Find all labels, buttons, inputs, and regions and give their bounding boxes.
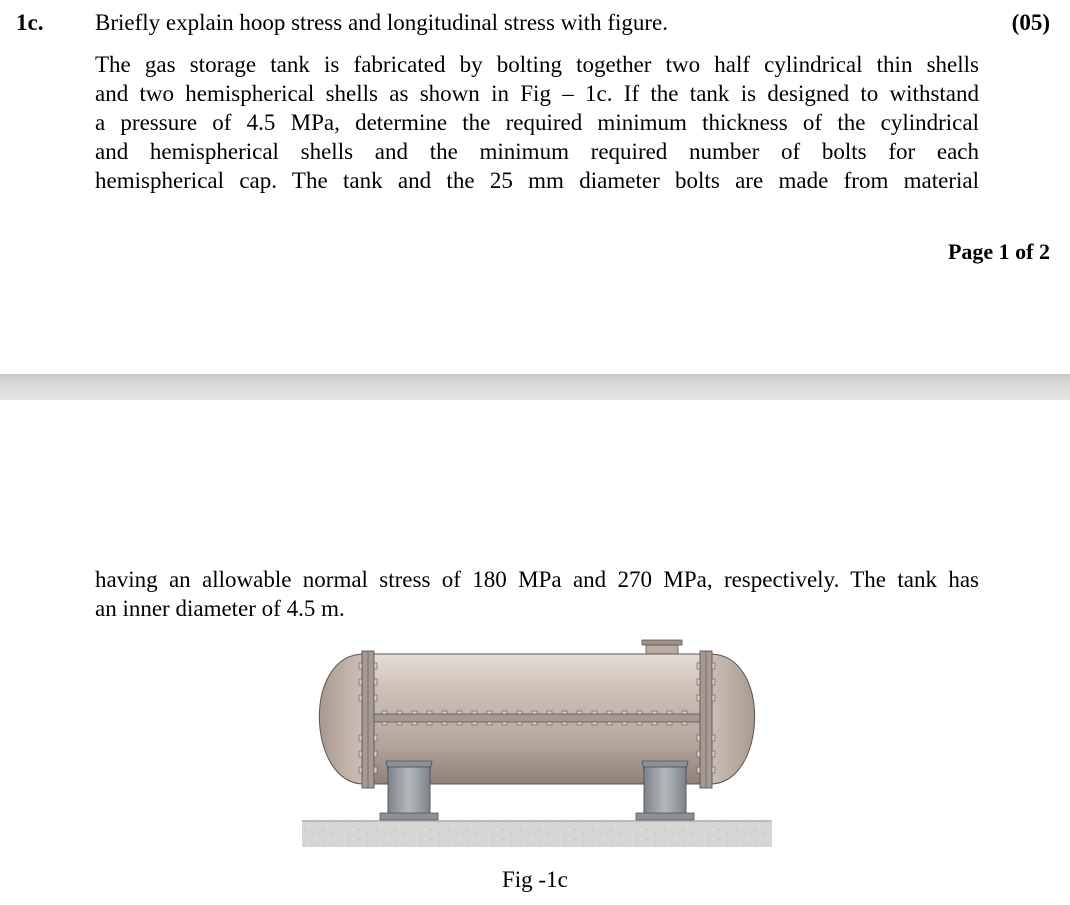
- right-hemispherical-cap: [710, 654, 755, 784]
- paragraph-line: and hemispherical shells and the minimum required number of bolts for each: [95, 139, 979, 164]
- left-saddle-support: [380, 761, 438, 820]
- gas-tank-figure: [302, 637, 772, 852]
- problem-paragraph-page2: [95, 565, 979, 623]
- paragraph-line: The gas storage tank is fabricated by bolting together two half cylindrical thin shells: [95, 52, 979, 77]
- paragraph-line: and two hemispherical shells as shown in Fig – 1c. If the tank is designed to withstand: [95, 81, 979, 106]
- page-separator: [0, 374, 1070, 400]
- question-marks: (05): [1011, 10, 1050, 35]
- paragraph-line: an inner diameter of 4.5 m.: [95, 596, 345, 621]
- question-title: Briefly explain hoop stress and longitudinal stress with figure.: [95, 10, 668, 35]
- left-hemispherical-cap: [319, 654, 364, 784]
- page-1: [0, 0, 1070, 374]
- paragraph-line: hemispherical cap. The tank and the 25 mm diameter bolts are made from material: [95, 168, 979, 193]
- figure-caption: Fig -1c: [502, 867, 568, 892]
- page-number: Page 1 of 2: [947, 239, 1050, 264]
- problem-paragraph-page1: [95, 50, 979, 195]
- ground-slab: [302, 821, 772, 847]
- page-2: [0, 400, 1070, 905]
- paragraph-line: a pressure of 4.5 MPa, determine the required minimum thickness of the cylindrical: [95, 110, 979, 135]
- right-saddle-support: [636, 761, 694, 820]
- top-nozzle: [642, 640, 682, 645]
- paragraph-line: having an allowable normal stress of 180 MPa and 270 MPa, respectively. The tank has: [95, 567, 979, 592]
- longitudinal-flange: [364, 714, 710, 722]
- question-number: 1c.: [16, 10, 44, 35]
